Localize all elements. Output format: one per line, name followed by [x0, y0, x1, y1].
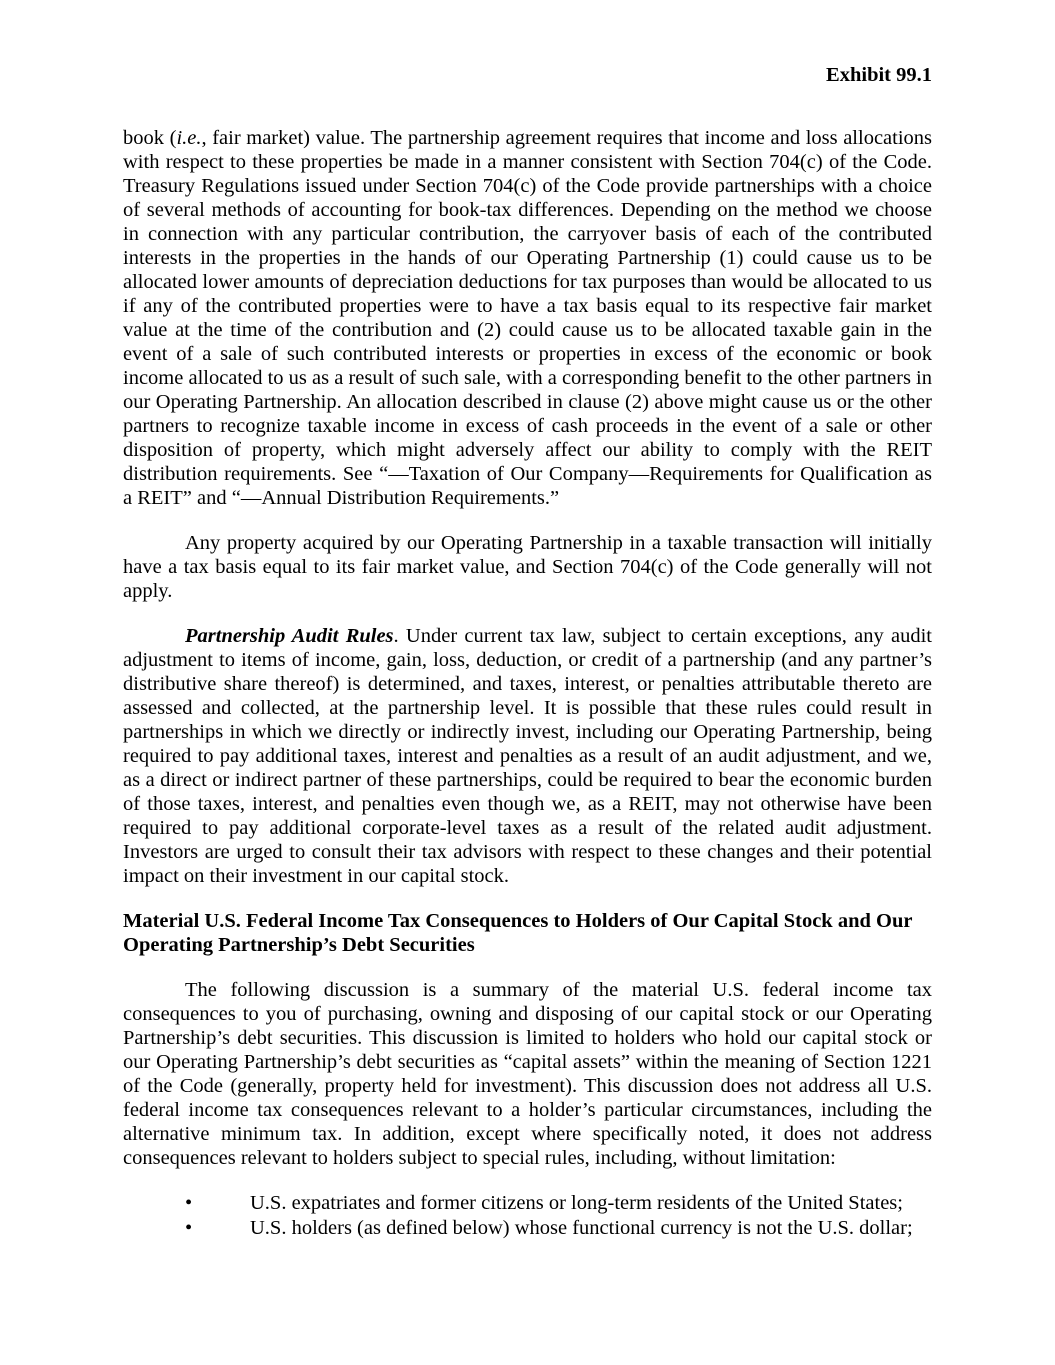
bullet-item-functional-currency: [123, 1216, 932, 1241]
bullet-icon: •: [185, 1192, 193, 1214]
bullet-text-expatriates: U.S. expatriates and former citizens or long-term residents of the United States;: [250, 1192, 903, 1214]
document-header: [123, 63, 932, 87]
bullet-item-expatriates: [123, 1191, 932, 1216]
paragraph-book-value: book (i.e., fair market) value. The partnership agreement requires that income and loss allocations with respect to these properties be made in a manner consistent with Section 704(c) of the Code. Treasury Regulations issued under Section 704(c) of the Code provide partnerships with a choice of several methods of accounting for book-tax differences. Depending on the method we choose in connection with any particular contribution, the carryover basis of each of the contributed interests in the properties in the hands of our Operating Partnership (1) could cause us to be allocated lower amounts of depreciation deductions for tax purposes than would be allocated to us if any of the contributed properties were to have a tax basis equal to its respective fair market value at the time of the contribution and (2) could cause us to be allocated taxable gain in the event of a sale of such contributed interests or properties in excess of the economic or book income allocated to us as a result of such sale, with a corresponding benefit to the other partners in our Operating Partnership. An allocation described in clause (2) above might cause us or the other partners to recognize taxable income in excess of cash proceeds in the event of a sale or other disposition of property, which might adversely affect our ability to comply with the REIT distribution requirements. See “—Taxation of Our Company—Requirements for Qualification as a REIT” and “—Annual Distribution Requirements.”: [123, 127, 933, 509]
paragraph-discussion-summary: The following discussion is a summary of the material U.S. federal income tax consequences to you of purchasing, owning and disposing of our capital stock or our Operating Partnership’s debt securities. This discussion is limited to holders who hold our capital stock or our Operating Partnership’s debt securities as “capital assets” within the meaning of Section 1221 of the Code (generally, property held for investment). This discussion does not address all U.S. federal income tax consequences relevant to a holder’s particular circumstances, including the alternative minimum tax. In addition, except where specifically noted, it does not address consequences relevant to holders subject to special rules, including, without limitation:: [123, 979, 932, 1169]
special-rules-bullet-list: [123, 1191, 932, 1240]
paragraph-section-704c: Any property acquired by our Operating Partnership in a taxable transaction will initially have a tax basis equal to its fair market value, and Section 704(c) of the Code generally will not apply.: [123, 532, 932, 602]
section-heading-material-tax-consequences: Material U.S. Federal Income Tax Consequences to Holders of Our Capital Stock and Our Operating Partnership’s Debt Securities: [123, 910, 913, 956]
bullet-text-functional-currency: U.S. holders (as defined below) whose functional currency is not the U.S. dollar;: [250, 1216, 913, 1239]
exhibit-label: Exhibit 99.1: [826, 64, 932, 86]
bullet-icon: •: [185, 1216, 193, 1239]
paragraph-partnership-audit-rules: Partnership Audit Rules. Under current tax law, subject to certain exceptions, any audit adjustment to items of income, gain, loss, deduction, or credit of a partnership (and any partner’s distributive share thereof) is determined, and taxes, interest, or penalties attributable thereto are assessed and collected, at the partnership level. It is possible that these rules could result in partnerships in which we directly or indirectly invest, including our Operating Partnership, being required to pay additional taxes, interest and penalties as a result of an audit adjustment, and we, as a direct or indirect partner of these partnerships, could be required to bear the economic burden of those taxes, interest, and penalties even though we, as a REIT, may not otherwise have been required to pay additional corporate-level taxes as a result of the related audit adjustment. Investors are urged to consult their tax advisors with respect to these changes and their potential impact on their investment in our capital stock.: [123, 625, 932, 887]
